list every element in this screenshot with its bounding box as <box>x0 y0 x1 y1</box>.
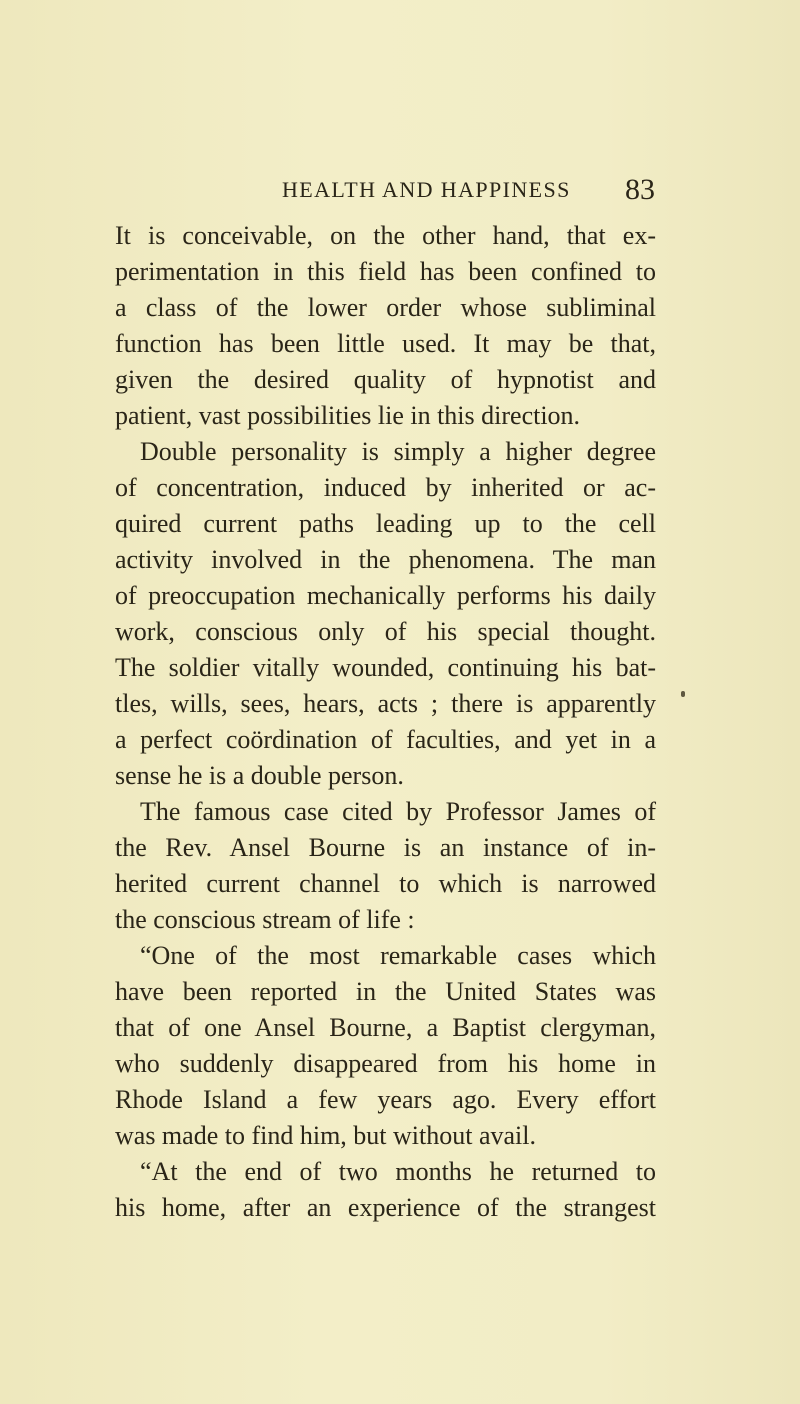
text-line: who suddenly disappeared from his home in <box>115 1049 656 1078</box>
text-line: his home, after an experience of the strangest <box>115 1193 656 1222</box>
running-head: HEALTH AND HAPPINESS <box>282 177 571 202</box>
page-number: 83 <box>625 173 655 206</box>
text-line: that of one Ansel Bourne, a Baptist clergyman, <box>115 1013 656 1042</box>
text-line: a class of the lower order whose subliminal <box>115 293 656 322</box>
text-line: Double personality is simply a higher degree <box>140 437 656 466</box>
ink-speck <box>681 691 685 697</box>
text-line: function has been little used. It may be that, <box>115 329 656 358</box>
text-line: have been reported in the United States was <box>115 977 656 1006</box>
text-line: the conscious stream of life : <box>115 905 415 934</box>
text-line: The soldier vitally wounded, continuing his bat- <box>115 653 656 682</box>
text-line: a perfect coördination of faculties, and yet in a <box>115 725 656 754</box>
text-line: It is conceivable, on the other hand, that ex- <box>115 221 656 250</box>
text-line: of concentration, induced by inherited or ac- <box>115 473 656 502</box>
text-line: Rhode Island a few years ago. Every effort <box>115 1085 656 1114</box>
body-text <box>115 218 656 1226</box>
page-header <box>282 172 655 208</box>
text-line: herited current channel to which is narrowed <box>115 869 656 898</box>
text-line: the Rev. Ansel Bourne is an instance of in- <box>115 833 656 862</box>
text-line: perimentation in this field has been confined to <box>115 257 656 286</box>
text-line: quired current paths leading up to the cell <box>115 509 656 538</box>
text-line: “One of the most remarkable cases which <box>140 941 656 970</box>
text-line: patient, vast possibilities lie in this direction. <box>115 401 581 430</box>
text-line: tles, wills, sees, hears, acts ; there is apparently <box>115 689 656 718</box>
text-line: sense he is a double person. <box>115 761 404 790</box>
text-line: activity involved in the phenomena. The man <box>115 545 656 574</box>
text-line: The famous case cited by Professor James of <box>140 797 656 826</box>
text-line: work, conscious only of his special thought. <box>115 617 656 646</box>
text-line: “At the end of two months he returned to <box>140 1157 656 1186</box>
text-line: of preoccupation mechanically performs his daily <box>115 581 656 610</box>
text-line: was made to find him, but without avail. <box>115 1121 536 1150</box>
text-line: given the desired quality of hypnotist and <box>115 365 656 394</box>
